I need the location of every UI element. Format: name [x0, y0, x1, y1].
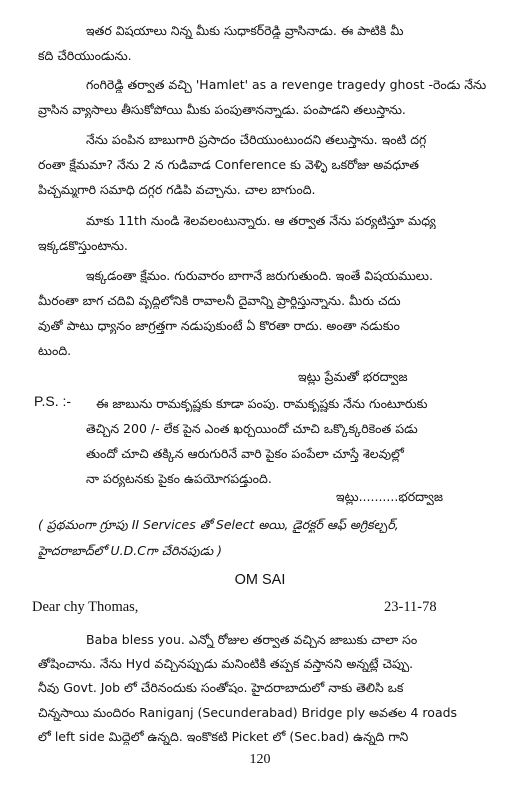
text-line: ఇక్కడంతా క్షేమం. గురువారం బాగానే జరుగుతుంది. ఇంతే విషయములు. — [86, 268, 433, 283]
text-line: వుతో పాటు ధ్యానం జాగ్రత్తగా నడుపుకుంటే ఏ కొరతా రాదు. అంతా నడుకుం — [38, 318, 400, 333]
text-line: తుందో చూచి తక్కిన ఆరుగురినే వారి పైకం పంపేలా చూస్తే శెలవుల్లో — [86, 446, 404, 461]
text-line: లో left side మిద్దెలో ఉన్నది. ఇంకొకటి Picket లో (Sec.bad) ఉన్నది గాని — [38, 729, 409, 744]
page-number: 120 — [249, 752, 271, 767]
italic-note-line: ( ప్రథమంగా గ్రూపు II Services తో Select అయి, డైరక్టర్ ఆఫ్ అగ్రికల్చర్, — [38, 517, 399, 532]
text-line: కది చేరియుండును. — [38, 48, 132, 63]
text-line: ఇతర విషయాలు నిన్న మీకు సుధాకర్‌రెడ్డి వ్రాసినాడు. ఈ పాటికి మీ — [86, 23, 404, 38]
letter-heading: OM SAI — [234, 572, 286, 588]
text-line: నీవు Govt. Job లో చేరినందుకు సంతోషం. హైదరాబాదులో నాకు తెలిసి ఒక — [38, 680, 404, 695]
text-line: నేను పంపిన బాబుగారి ప్రసాదం చేరియుంటుందని తలుస్తాను. ఇంటి దగ్గ — [86, 132, 427, 147]
text-line: పిచ్చమ్మగారి సమాధి దగ్గర గడిపి వచ్చాను. చాల బాగుంది. — [38, 182, 316, 197]
text-line: మీరంతా బాగ చదివి వృద్ధిలోనికి రావాలనీ దైవాన్ని ప్రార్థిస్తున్నాను. మీరు చదు — [38, 293, 401, 308]
text-line: Baba bless you. ఎన్నో రోజుల తర్వాత వచ్చిన జాబుకు చాలా సం — [86, 632, 418, 647]
text-line: మాకు 11th నుండి శెలవలంటున్నారు. ఆ తర్వాత నేను పర్యటిస్తూ మధ్య — [86, 213, 436, 228]
signoff-line: ఇట్లు..........భరద్వాజ — [336, 489, 443, 504]
letter-date: 23-11-78 — [384, 599, 437, 615]
text-line: నా పర్యటనకు పైకం ఉపయోగపడ్తుంది. — [86, 471, 272, 486]
signoff-line: ఇట్లు ప్రేమతో భరద్వాజ — [298, 369, 408, 384]
text-line: రంతా క్షేమమా? నేను 2 న గుడివాడ Conference కు వెళ్ళి ఒకరోజు అవధూత — [38, 157, 420, 172]
text-line: తోషించాను. నేను Hyd వచ్చినప్పుడు మనింటికి తప్పక వస్తానని అన్నట్లే చెప్పు. — [38, 656, 414, 671]
italic-note-line: హైదరాబాద్‌లో U.D.Cగా చేరినపుడు ) — [38, 543, 223, 558]
text-line: తెచ్చిన 200 /- లేక పైన ఎంత ఖర్చయిందో చూచి ఒక్కొక్కరికెంత పడు — [86, 421, 418, 436]
text-line: ఈ జాబును రామకృష్ణకు కూడా పంపు. రామకృష్ణకు నేను గుంటూరుకు — [96, 396, 428, 411]
text-line: గంగిరెడ్డి తర్వాత వచ్చి 'Hamlet' as a revenge tragedy ghost -రెండు నేను — [86, 77, 487, 92]
text-line: చిన్నసాయి మందిరం Raniganj (Secunderabad) Bridge ply అవతల 4 roads — [38, 705, 458, 720]
text-line: వ్రాసిన వ్యాసాలు తీసుకోపోయి మీకు పంపుతానన్నాడు. పంపాడని తలుస్తాను. — [38, 102, 406, 117]
text-line: ఇక్కడకొస్తుంటాను. — [38, 238, 128, 253]
salutation: Dear chy Thomas, — [32, 599, 139, 615]
ps-label: P.S. :- — [34, 393, 72, 409]
text-line: టుంది. — [38, 343, 72, 358]
